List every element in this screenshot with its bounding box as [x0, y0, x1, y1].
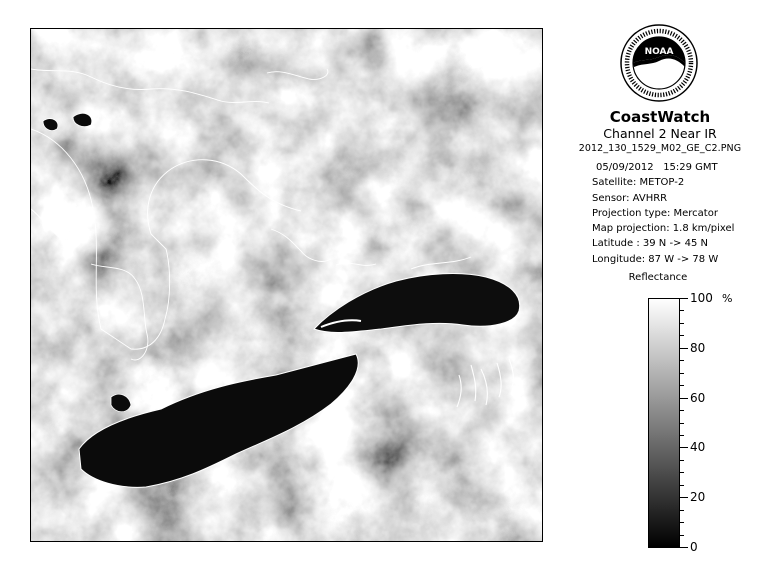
colorbar-minor-tick: [680, 535, 684, 536]
map-projection-text: Map projection: 1.8 km/pixel: [592, 223, 735, 235]
legend-unit: %: [722, 292, 733, 305]
colorbar-tick-label: 20: [690, 490, 706, 504]
title-block: [560, 108, 760, 155]
noaa-logo-text: NOAA: [644, 47, 674, 57]
colorbar-tick-label: 40: [690, 440, 706, 454]
colorbar-minor-tick: [680, 460, 684, 461]
colorbar-major-tick: [680, 447, 688, 448]
colorbar-minor-tick: [680, 522, 684, 523]
sensor-text: Sensor: AVHRR: [592, 192, 668, 204]
colorbar-tick-label: 60: [690, 391, 706, 405]
longitude-text: Longitude: 87 W -> 78 W: [592, 253, 719, 265]
colorbar-minor-tick: [680, 385, 684, 386]
colorbar-minor-tick: [680, 485, 684, 486]
legend-title: Reflectance: [628, 272, 688, 283]
channel-label: Channel 2 Near IR: [603, 126, 717, 141]
time-text: 15:29 GMT: [663, 162, 718, 173]
colorbar-minor-tick: [680, 373, 684, 374]
colorbar-major-tick: [680, 497, 688, 498]
colorbar-major-tick: [680, 547, 688, 548]
colorbar-minor-tick: [680, 423, 684, 424]
colorbar-tick-label: 0: [690, 540, 698, 554]
colorbar-major-tick: [680, 348, 688, 349]
satellite-image: [30, 28, 543, 542]
colorbar-tick-label: 100: [690, 291, 713, 305]
date-text: 05/09/2012: [596, 162, 654, 173]
noaa-logo: [619, 23, 699, 103]
colorbar-minor-tick: [680, 472, 684, 473]
colorbar-minor-tick: [680, 310, 684, 311]
colorbar-minor-tick: [680, 510, 684, 511]
projection-type-text: Projection type: Mercator: [592, 207, 718, 219]
satellite-image-canvas: [31, 29, 543, 542]
colorbar-major-tick: [680, 398, 688, 399]
date-time-row: [592, 160, 767, 175]
noaa-logo-icon: [619, 23, 699, 103]
file-name: 2012_130_1529_M02_GE_C2.PNG: [578, 143, 742, 154]
colorbar-tick-label: 80: [690, 341, 706, 355]
brand-title: CoastWatch: [609, 108, 711, 126]
colorbar-minor-tick: [680, 335, 684, 336]
metadata-block: [592, 160, 767, 267]
colorbar-major-tick: [680, 298, 688, 299]
colorbar-minor-tick: [680, 435, 684, 436]
colorbar-minor-tick: [680, 323, 684, 324]
reflectance-colorbar: [648, 298, 680, 548]
satellite-text: Satellite: METOP-2: [592, 177, 685, 189]
latitude-text: Latitude : 39 N -> 45 N: [592, 238, 708, 250]
colorbar-ticks: [680, 298, 720, 548]
colorbar-minor-tick: [680, 410, 684, 411]
colorbar-minor-tick: [680, 360, 684, 361]
